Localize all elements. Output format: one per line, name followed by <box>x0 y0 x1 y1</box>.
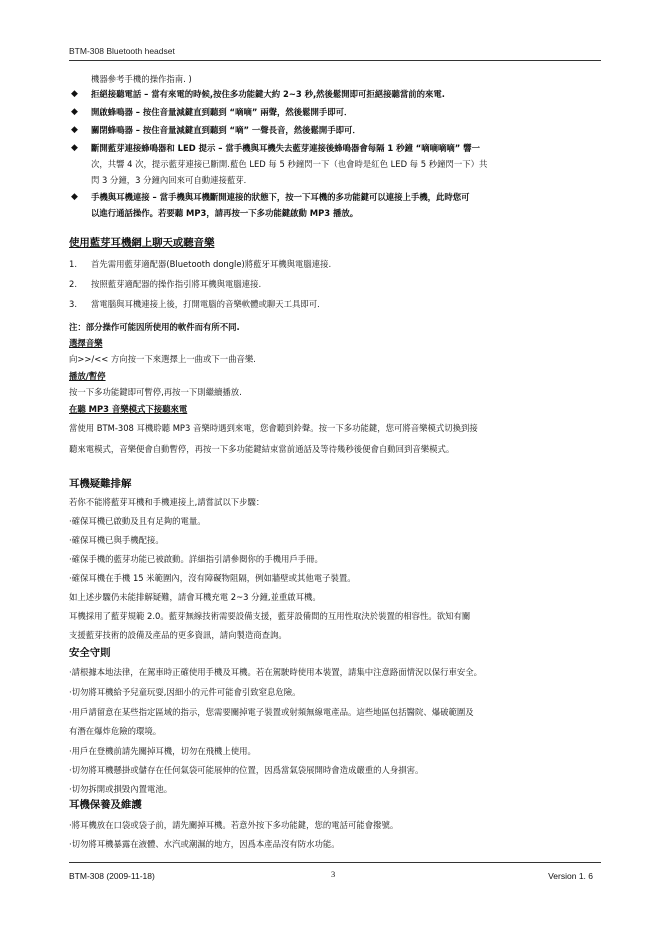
page-number: 3 <box>331 869 336 879</box>
trouble-line: ·確保耳機已啟動及且有足夠的電量。 <box>69 516 206 526</box>
mp3-call-text-line1: 當使用 BTM-308 耳機聆聽 MP3 音樂時遇到來電，您會聽到鈴聲。按一下多功能鍵，您可將音樂模式切換到接 <box>69 423 478 433</box>
subheading-play-pause: 播放/暫停 <box>69 371 106 381</box>
trouble-line: ·確保耳機已與手機配接。 <box>69 535 164 545</box>
bullet-diamond-icon: ◆ <box>71 125 78 135</box>
safety-line: ·用戶請留意在某些指定區域的指示，您需要關掉電子裝置或射頻無線電產品。這些地區包括醫院、爆破範圍及 <box>69 707 474 717</box>
play-pause-text: 按一下多功能鍵即可暫停,再按一下則繼續播放. <box>69 387 242 397</box>
page-header: BTM-308 Bluetooth headset <box>69 46 175 56</box>
trouble-line: 如上述步驟仍未能排解疑難，請會耳機充電 2~3 分鐘,並重啟耳機。 <box>69 592 321 602</box>
subheading-select-music: 選擇音樂 <box>69 338 103 348</box>
safety-line: ·請根據本地法律，在駕車時正確使用手機及耳機。若在駕駛時使用本裝置，請集中注意路面情況以保行車安全。 <box>69 667 483 677</box>
step-number: 1. <box>69 259 77 269</box>
safety-line: ·切勿拆開或損毀內置電池。 <box>69 784 173 794</box>
section-title-troubleshooting: 耳機疑難排解 <box>69 478 132 490</box>
trouble-line: ·確保耳機在手機 15 米範圍內，沒有障礙物阻隔，例如牆壁或其他電子裝置。 <box>69 573 356 583</box>
care-line: ·將耳機放在口袋或袋子前，請先關掉耳機。若意外按下多功能鍵，您的電話可能會撥號。 <box>69 820 399 830</box>
select-music-text: 向>>/<< 方向按一下來選擇上一曲或下一曲音樂. <box>69 354 256 364</box>
bullet-connect-line2: 以進行通話操作。若要聽 MP3，請再按一下多功能鍵啟動 MP3 播放。 <box>91 208 359 218</box>
section-title-care: 耳機保養及維護 <box>69 799 142 811</box>
bullet-disconnect-line2: 次，共響 4 次，提示藍芽連接已斷開.藍色 LED 每 5 秒鐘閃一下（也會時是紅色 LED 每 5 秒鐘閃一下）共 <box>91 159 488 169</box>
section-title-pc: 使用藍芽耳機網上聊天或聽音樂 <box>69 237 215 249</box>
trouble-line: 耳機採用了藍芽規範 2.0。藍芽無線技術需要設備支援，藍芽設備間的互用性取決於裝置的相容性。欲知有關 <box>69 611 471 621</box>
footer-divider <box>69 862 601 863</box>
intro-continuation: 機器參考手機的操作指南. ) <box>91 74 192 84</box>
trouble-line: 支援藍芽技術的設備及產品的更多資訊，請向製造商查詢。 <box>69 630 287 640</box>
care-line: ·切勿將耳機暴露在液體、水汽或潮濕的地方，因爲本產品沒有防水功能。 <box>69 839 340 849</box>
bullet-diamond-icon: ◆ <box>71 89 78 99</box>
note-text: 注：部分操作可能因所使用的軟件而有所不同. <box>69 322 240 332</box>
bullet-disconnect-line1: 斷開藍芽連接蜂鳴器和 LED 提示 – 當手機與耳機失去藍芽連接後蜂鳴器會每隔 1 秒鐘 “嘀嘀嘀嘀” 響一 <box>91 143 480 153</box>
bullet-buzzer-on: 開啟蜂鳴器 – 按住音量減鍵直到聽到 “嘀嘀” 兩聲，然後鬆開手即可． <box>91 107 353 117</box>
step-text: 首先需用藍芽適配器(Bluetooth dongle)將藍牙耳機與電腦連接. <box>91 259 332 269</box>
safety-line: ·用戶在登機前請先關掉耳機，切勿在飛機上使用。 <box>69 746 256 756</box>
footer-version: Version 1. 6 <box>548 871 593 881</box>
safety-line: ·切勿將耳機給予兒童玩耍,因細小的元件可能會引致窒息危險。 <box>69 687 301 697</box>
bullet-disconnect-line3: 閃 3 分鐘，3 分鐘內回來可自動連接藍芽． <box>91 175 253 185</box>
bullet-reject-call: 拒絕接聽電話 – 當有來電的時候,按住多功能鍵大約 2~3 秒,然後鬆開即可拒絕接聽當前的來電. <box>91 89 445 99</box>
header-divider <box>69 60 601 61</box>
trouble-line: ·確保手機的藍芽功能已被啟動。詳細指引請參閱你的手機用戶手冊。 <box>69 554 323 564</box>
step-number: 2. <box>69 279 77 289</box>
step-text: 當電腦與耳機連接上後，打開電腦的音樂軟體或聊天工具即可． <box>91 299 326 309</box>
safety-line: ·切勿將耳機懸掛或儲存在任何氣袋可能展伸的位置，因爲當氣袋展開時會造成嚴重的人身損害。 <box>69 765 424 775</box>
section-title-safety: 安全守則 <box>69 647 111 659</box>
bullet-diamond-icon: ◆ <box>71 192 78 202</box>
bullet-connect-line1: 手機與耳機連接 – 當手機與耳機斷開連接的狀態下，按一下耳機的多功能鍵可以連接上手機，此時您可 <box>91 192 470 202</box>
step-text: 按照藍芽適配器的操作指引將耳機與電腦連接. <box>91 279 262 289</box>
step-number: 3. <box>69 299 77 309</box>
bullet-diamond-icon: ◆ <box>71 143 78 153</box>
bullet-buzzer-off: 關閉蜂鳴器 – 按住音量減鍵直到聽到 “嘀” 一聲長音，然後鬆開手即可． <box>91 125 361 135</box>
subheading-mp3-call: 在聽 MP3 音樂模式下接聽來電 <box>69 404 188 414</box>
footer-model-date: BTM-308 (2009-11-18) <box>69 871 155 881</box>
safety-line: 有潛在爆炸危險的環境。 <box>69 726 162 736</box>
trouble-line: 若你不能將藍芽耳機和手機連接上,請嘗試以下步驟： <box>69 497 265 507</box>
mp3-call-text-line2: 聽來電模式，音樂便會自動暫停，再按一下多功能鍵結束當前通話及等待幾秒後便會自動回到音樂模式。 <box>69 444 455 454</box>
bullet-diamond-icon: ◆ <box>71 107 78 117</box>
